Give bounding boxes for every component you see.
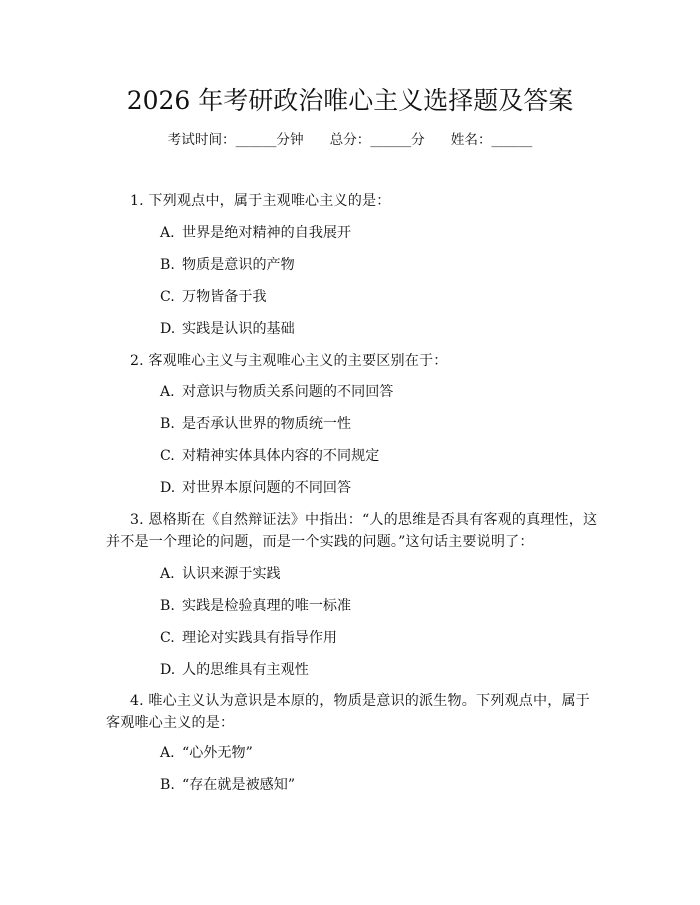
option-letter: B. [160, 777, 175, 793]
total-score-field: 总分：______分 [329, 132, 425, 148]
option-text: 世界是绝对精神的自我展开 [182, 225, 352, 241]
question-1-stem: 1. 下列观点中，属于主观唯心主义的是： [130, 193, 391, 209]
option-text: 理论对实践具有指导作用 [182, 630, 338, 646]
option-text: 对世界本原问题的不同回答 [182, 480, 352, 496]
option-letter: C. [160, 448, 175, 464]
question-2-stem: 2. 客观唯心主义与主观唯心主义的主要区别在于： [130, 353, 448, 369]
option-letter: D. [160, 662, 176, 678]
question-4-option-a[interactable] [160, 742, 253, 764]
option-letter: B. [160, 416, 175, 432]
question-3-stem: 3. 恩格斯在《自然辩证法》中指出：“人的思维是否具有客观的真理性，这并不是一个理论的问题，而是一个实践的问题。”这句话主要说明了： [106, 512, 598, 550]
option-letter: C. [160, 289, 175, 305]
question-2-option-d[interactable] [160, 477, 351, 499]
option-text: 人的思维具有主观性 [182, 662, 309, 678]
question-3-option-d[interactable] [160, 659, 309, 681]
exam-meta-line [0, 130, 700, 150]
option-letter: A. [160, 745, 175, 761]
option-text: “心外无物” [182, 745, 253, 761]
question-1-option-b[interactable] [160, 254, 295, 276]
question-2-option-c[interactable] [160, 445, 379, 467]
option-text: 实践是检验真理的唯一标准 [182, 598, 352, 614]
question-3-option-a[interactable] [160, 563, 281, 585]
option-text: 对意识与物质关系问题的不同回答 [182, 384, 394, 400]
option-text: 认识来源于实践 [182, 566, 281, 582]
question-4-stem: 4. 唯心主义认为意识是本原的，物质是意识的派生物。下列观点中，属于客观唯心主义的是： [106, 693, 590, 731]
option-text: 对精神实体具体内容的不同规定 [182, 448, 380, 464]
option-letter: A. [160, 384, 175, 400]
question-4-option-b[interactable] [160, 774, 295, 796]
question-2-option-b[interactable] [160, 413, 351, 435]
option-text: 物质是意识的产物 [182, 257, 295, 273]
question-1-option-a[interactable] [160, 222, 351, 244]
question-3-option-b[interactable] [160, 595, 351, 617]
exam-time-field: 考试时间：______分钟 [167, 132, 304, 148]
option-letter: D. [160, 321, 176, 337]
option-letter: D. [160, 480, 176, 496]
question-1-option-d[interactable] [160, 318, 295, 340]
name-field: 姓名：______ [450, 132, 533, 148]
option-letter: A. [160, 566, 175, 582]
question-2-option-a[interactable] [160, 381, 393, 403]
option-letter: C. [160, 630, 175, 646]
option-text: 实践是认识的基础 [182, 321, 295, 337]
option-text: 是否承认世界的物质统一性 [182, 416, 352, 432]
option-text: “存在就是被感知” [182, 777, 296, 793]
option-text: 万物皆备于我 [182, 289, 267, 305]
option-letter: A. [160, 225, 175, 241]
option-letter: B. [160, 257, 175, 273]
document-title: 2026 年考研政治唯心主义选择题及答案 [126, 86, 574, 115]
option-letter: B. [160, 598, 175, 614]
question-3-option-c[interactable] [160, 627, 337, 649]
question-1-option-c[interactable] [160, 286, 267, 308]
